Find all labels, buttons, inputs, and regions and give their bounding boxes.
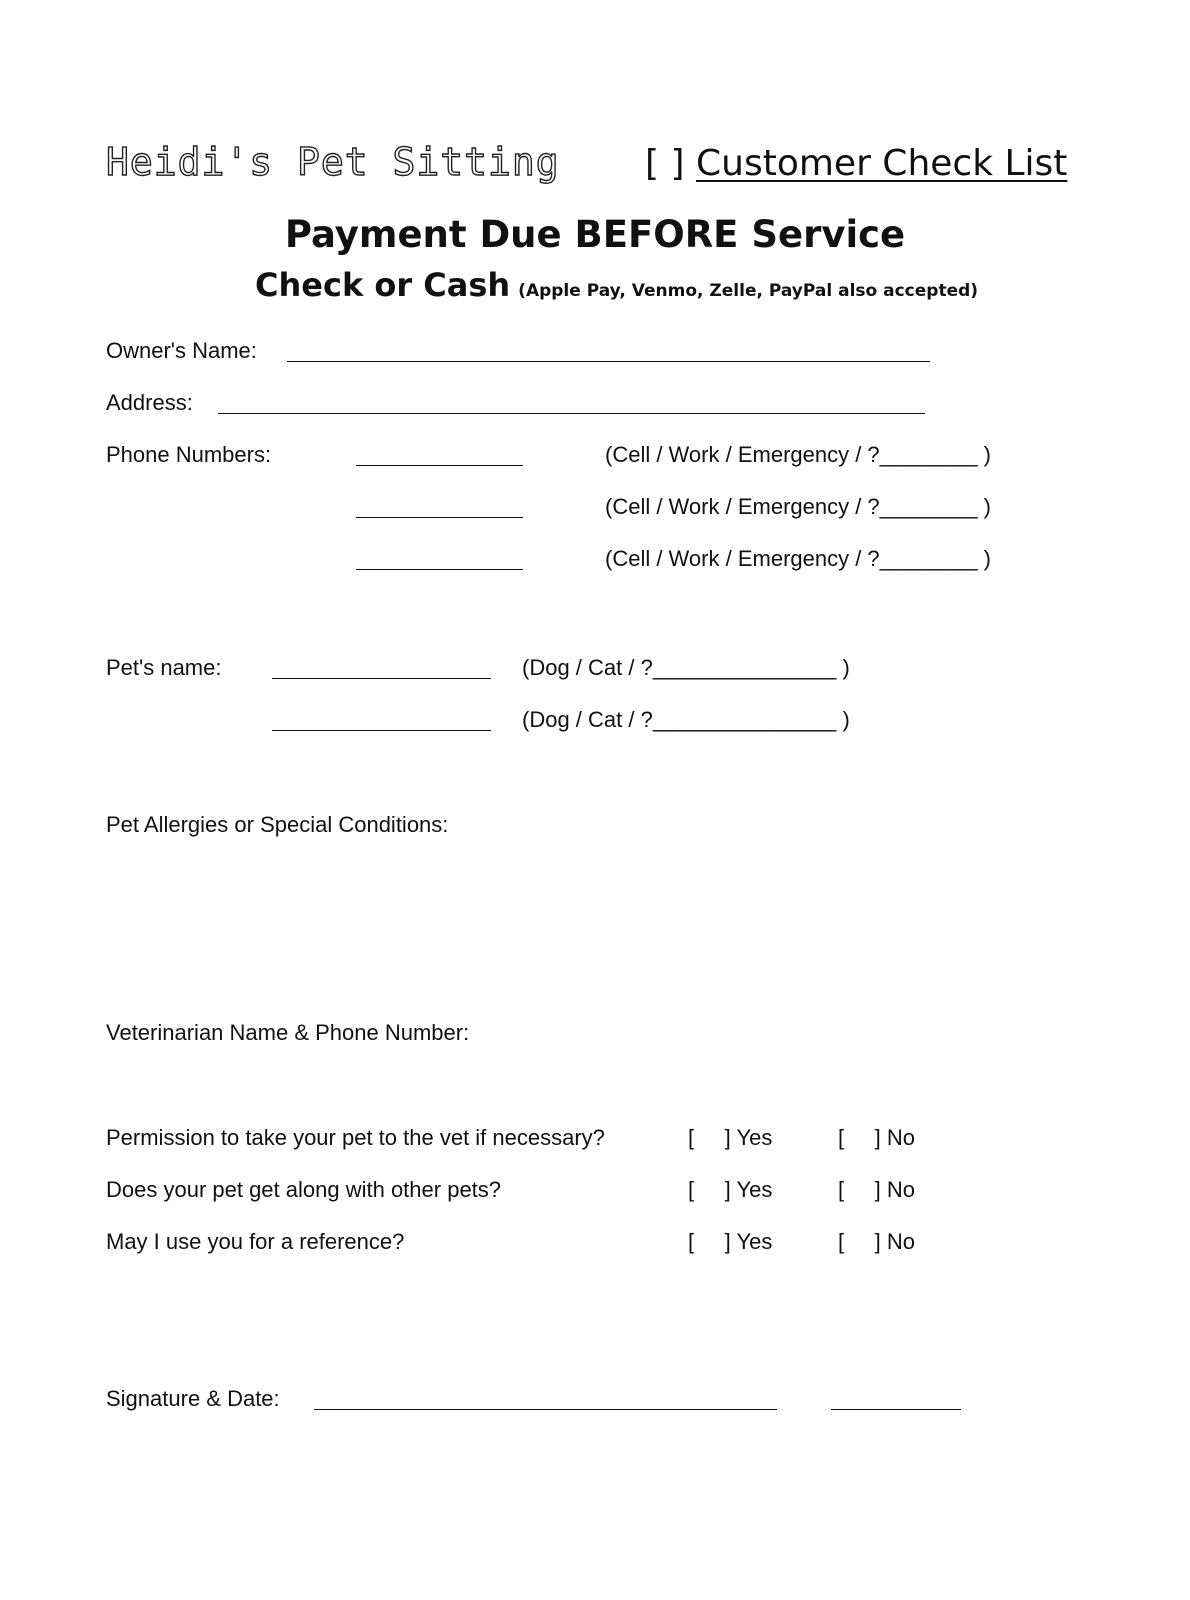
payment-heading: Payment Due BEFORE Service [284,213,906,256]
document-title: Customer Check List [696,143,1068,184]
pet-name-field-1[interactable] [272,678,491,679]
phone-field-1[interactable] [356,465,523,466]
question-2-no-checkbox[interactable]: [ ] No [838,1177,916,1202]
address-label: Address: [106,390,193,415]
question-2-yes-checkbox[interactable]: [ ] Yes [688,1177,773,1202]
pet-name-label: Pet's name: [106,655,222,680]
allergies-label: Pet Allergies or Special Conditions: [106,812,449,837]
signature-field[interactable] [314,1409,777,1410]
checklist-checkbox[interactable]: [ ] [645,143,685,184]
pet-type-1: (Dog / Cat / ?_______________ ) [522,655,850,680]
question-3-yes-checkbox[interactable]: [ ] Yes [688,1229,773,1254]
address-field[interactable] [218,413,925,414]
payment-methods-text: Check or Cash [255,266,511,304]
phone-numbers-label: Phone Numbers: [106,442,272,467]
question-1-no-checkbox[interactable]: [ ] No [838,1125,916,1150]
checklist-heading [645,143,1067,184]
payment-methods [255,266,978,304]
phone-type-3: (Cell / Work / Emergency / ?________ ) [605,546,991,571]
question-3-no-checkbox[interactable]: [ ] No [838,1229,916,1254]
payment-alt-methods: (Apple Pay, Venmo, Zelle, PayPal also accepted) [518,281,979,301]
owner-name-field[interactable] [287,361,930,362]
date-field[interactable] [831,1409,961,1410]
brand-title: Heidi's Pet Sitting [106,140,560,184]
owner-name-label: Owner's Name: [106,338,257,363]
pet-type-2: (Dog / Cat / ?_______________ ) [522,707,850,732]
phone-field-2[interactable] [356,517,523,518]
question-1-yes-checkbox[interactable]: [ ] Yes [688,1125,773,1150]
signature-date-label: Signature & Date: [106,1386,280,1411]
phone-type-1: (Cell / Work / Emergency / ?________ ) [605,442,991,467]
phone-type-2: (Cell / Work / Emergency / ?________ ) [605,494,991,519]
question-reference: May I use you for a reference? [106,1229,405,1254]
pet-name-field-2[interactable] [272,730,491,731]
vet-label: Veterinarian Name & Phone Number: [106,1020,470,1045]
question-vet-permission: Permission to take your pet to the vet if necessary? [106,1125,605,1150]
question-other-pets: Does your pet get along with other pets? [106,1177,502,1202]
phone-field-3[interactable] [356,569,523,570]
